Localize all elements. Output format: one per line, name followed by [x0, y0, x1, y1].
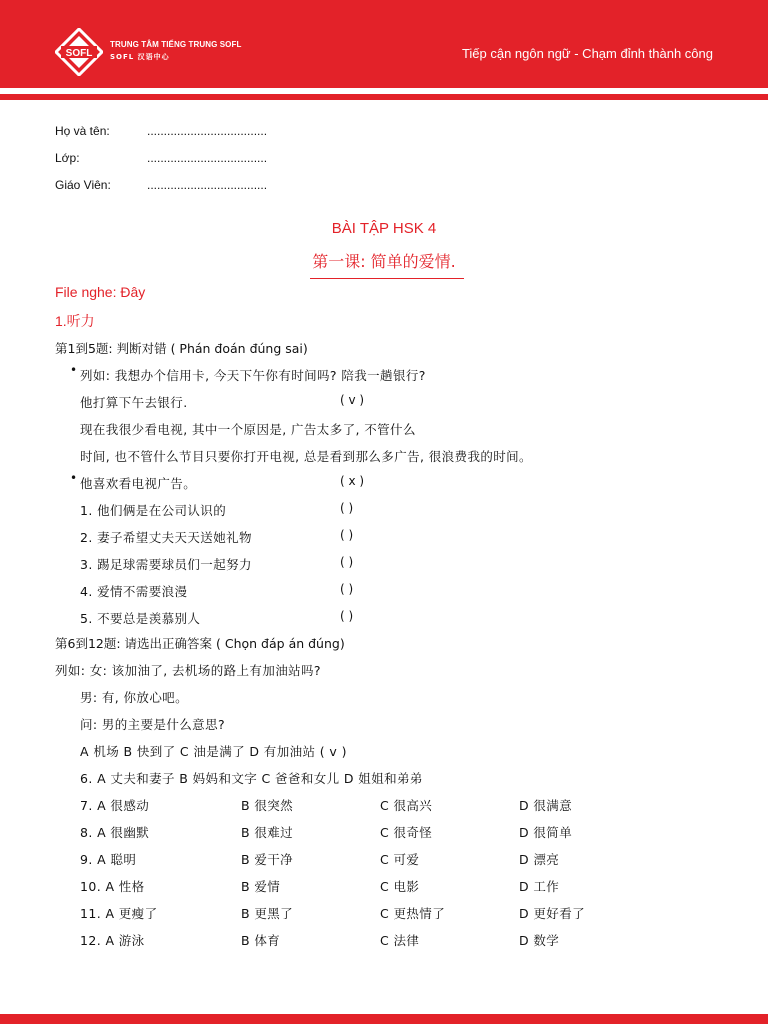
footer-bar: [0, 1014, 768, 1024]
lesson-title: 第一课: 简单的爱情.: [312, 252, 456, 271]
info-class-row: [55, 151, 267, 165]
info-dots: ....................................: [147, 124, 268, 138]
option-c[interactable]: C 更热情了: [380, 906, 446, 921]
example2-line2: 时间, 也不管什么节目只要你打开电视, 总是看到那么多广告, 很浪费我的时间。: [80, 449, 532, 464]
page-title: BÀI TẬP HSK 4: [331, 220, 437, 237]
answer-blank[interactable]: ( ): [340, 501, 354, 515]
logo-name: TRUNG TÂM TIẾNG TRUNG SOFL: [110, 40, 242, 49]
answer-blank[interactable]: ( ): [340, 555, 354, 569]
option-c[interactable]: C 可爱: [380, 852, 420, 867]
option-c[interactable]: C 很高兴: [380, 798, 433, 813]
info-teacher-row: [55, 178, 267, 192]
info-name-row: [55, 124, 267, 138]
logo-subtitle: SOFL 汉语中心: [110, 53, 170, 61]
option-b[interactable]: B 很难过: [241, 825, 294, 840]
part2-example-options: A 机场 B 快到了 C 油是满了 D 有加油站 ( v ): [80, 744, 347, 759]
option-b[interactable]: B 爱情: [241, 879, 281, 894]
bullet-icon: •: [70, 363, 78, 377]
option-c[interactable]: C 法律: [380, 933, 420, 948]
example1-question: 列如: 我想办个信用卡, 今天下午你有时间吗? 陪我一趟银行?: [80, 368, 426, 383]
info-label: Giáo Viên:: [55, 178, 111, 192]
answer-blank[interactable]: ( ): [340, 582, 354, 596]
option-a[interactable]: 9. A 聪明: [80, 852, 137, 867]
example2-answer: ( x ): [340, 474, 365, 488]
example1-statement: 他打算下午去银行.: [80, 395, 188, 410]
question-item: 1. 他们俩是在公司认识的: [80, 503, 227, 518]
option-a[interactable]: 12. A 游泳: [80, 933, 145, 948]
svg-text:SOFL: SOFL: [65, 48, 93, 59]
header-bar: [0, 0, 768, 88]
example2-line1: 现在我很少看电视, 其中一个原因是, 广告太多了, 不管什么: [80, 422, 416, 437]
option-d[interactable]: D 更好看了: [519, 906, 585, 921]
info-dots: ....................................: [147, 151, 268, 165]
example1-answer: ( v ): [340, 393, 365, 407]
section-heading-listening: 1.听力: [55, 313, 95, 329]
title-underline: [310, 278, 464, 279]
option-b[interactable]: B 体育: [241, 933, 281, 948]
option-a[interactable]: 11. A 更瘦了: [80, 906, 158, 921]
answer-blank[interactable]: ( ): [340, 609, 354, 623]
sofl-logo-icon: [55, 28, 103, 76]
option-a[interactable]: 10. A 性格: [80, 879, 145, 894]
audio-file-link[interactable]: File nghe: Đây: [55, 284, 146, 300]
option-b[interactable]: B 爱干净: [241, 852, 294, 867]
example2-statement: 他喜欢看电视广告。: [80, 476, 197, 491]
answer-blank[interactable]: ( ): [340, 528, 354, 542]
part2-example-line1: 列如: 女: 该加油了, 去机场的路上有加油站吗?: [55, 663, 321, 678]
option-a[interactable]: 7. A 很感动: [80, 798, 150, 813]
option-c[interactable]: C 很奇怪: [380, 825, 433, 840]
slogan: Tiếp cận ngôn ngữ - Chạm đỉnh thành công: [461, 46, 713, 61]
question-item: 4. 爱情不需要浪漫: [80, 584, 188, 599]
info-label: Họ và tên:: [55, 124, 110, 138]
option-d[interactable]: D 很满意: [519, 798, 573, 813]
option-d[interactable]: D 工作: [519, 879, 560, 894]
logo-text: [110, 40, 241, 62]
info-label: Lớp:: [55, 151, 80, 165]
part2-example-line2: 男: 有, 你放心吧。: [80, 690, 189, 705]
info-dots: ....................................: [147, 178, 268, 192]
part2-heading: 第6到12题: 请选出正确答案 ( Chọn đáp án đúng): [55, 636, 345, 651]
option-c[interactable]: C 电影: [380, 879, 420, 894]
option-d[interactable]: D 数学: [519, 933, 560, 948]
question-item: 5. 不要总是羡慕别人: [80, 611, 201, 626]
option-b[interactable]: B 更黑了: [241, 906, 294, 921]
header-divider: [0, 94, 768, 100]
option-a[interactable]: 8. A 很幽默: [80, 825, 150, 840]
part1-heading: 第1到5题: 判断对错 ( Phán đoán đúng sai): [55, 341, 308, 356]
option-b[interactable]: B 很突然: [241, 798, 294, 813]
question-6: 6. A 丈夫和妻子 B 妈妈和文字 C 爸爸和女儿 D 姐姐和弟弟: [80, 771, 423, 786]
bullet-icon: •: [70, 471, 78, 485]
question-item: 3. 踢足球需要球员们一起努力: [80, 557, 252, 572]
part2-example-line3: 问: 男的主要是什么意思?: [80, 717, 226, 732]
question-item: 2. 妻子希望丈夫天天送她礼物: [80, 530, 252, 545]
option-d[interactable]: D 漂亮: [519, 852, 560, 867]
option-d[interactable]: D 很简单: [519, 825, 573, 840]
